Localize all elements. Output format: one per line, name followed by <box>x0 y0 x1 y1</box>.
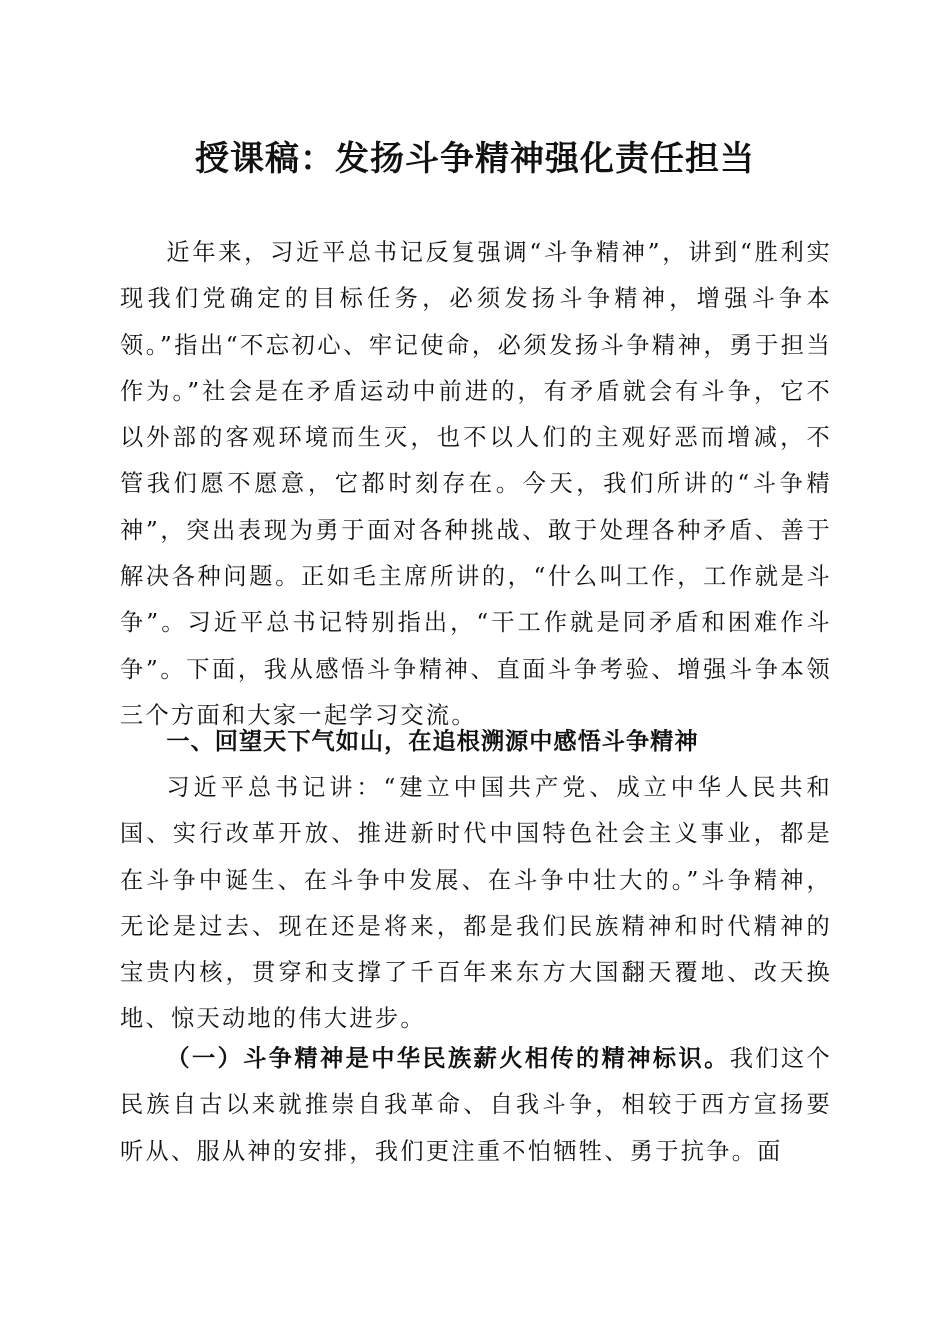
intro-paragraph: 近年来，习近平总书记反复强调“斗争精神”，讲到“胜利实现我们党确定的目标任务，必须发扬斗争精神，增强斗争本领。”指出“不忘初心、牢记使命，必须发扬斗争精神，勇于担当作为。”社会是在矛盾运动中前进的，有矛盾就会有斗争，它不以外部的客观环境而生灭，也不以人们的主观好恶而增减，不管我们愿不愿意，它都时刻存在。今天，我们所讲的“斗争精神”，突出表现为勇于面对各种挑战、敢于处理各种矛盾、善于解决各种问题。正如毛主席所讲的，“什么叫工作，工作就是斗争”。习近平总书记特别指出，“干工作就是同矛盾和困难作斗争”。下面，我从感悟斗争精神、直面斗争考验、增强斗争本领三个方面和大家一起学习交流。 <box>120 239 832 729</box>
subsection-1-text: 我们这个民族自古以来就推崇自我革命、自我斗争，相较于西方宣扬要听从、服从神的安排，我们更注重不怕牺牲、勇于抗争。面 <box>120 1045 832 1165</box>
subsection-heading-1: （一）斗争精神是中华民族薪火相传的精神标识。 <box>166 1045 730 1072</box>
subsection-1-paragraph <box>120 1036 832 1175</box>
document-title: 授课稿：发扬斗争精神强化责任担当 <box>195 139 755 179</box>
section-1-paragraph: 习近平总书记讲：“建立中国共产党、成立中华人民共和国、实行改革开放、推进新时代中国特色社会主义事业，都是在斗争中诞生、在斗争中发展、在斗争中壮大的。”斗争精神，无论是过去、现在还是将来，都是我们民族精神和时代精神的宝贵内核，贯穿和支撑了千百年来东方大国翻天覆地、改天换地、惊天动地的伟大进步。 <box>120 774 832 1033</box>
section-heading-1: 一、回望天下气如山，在追根溯源中感悟斗争精神 <box>166 728 699 755</box>
